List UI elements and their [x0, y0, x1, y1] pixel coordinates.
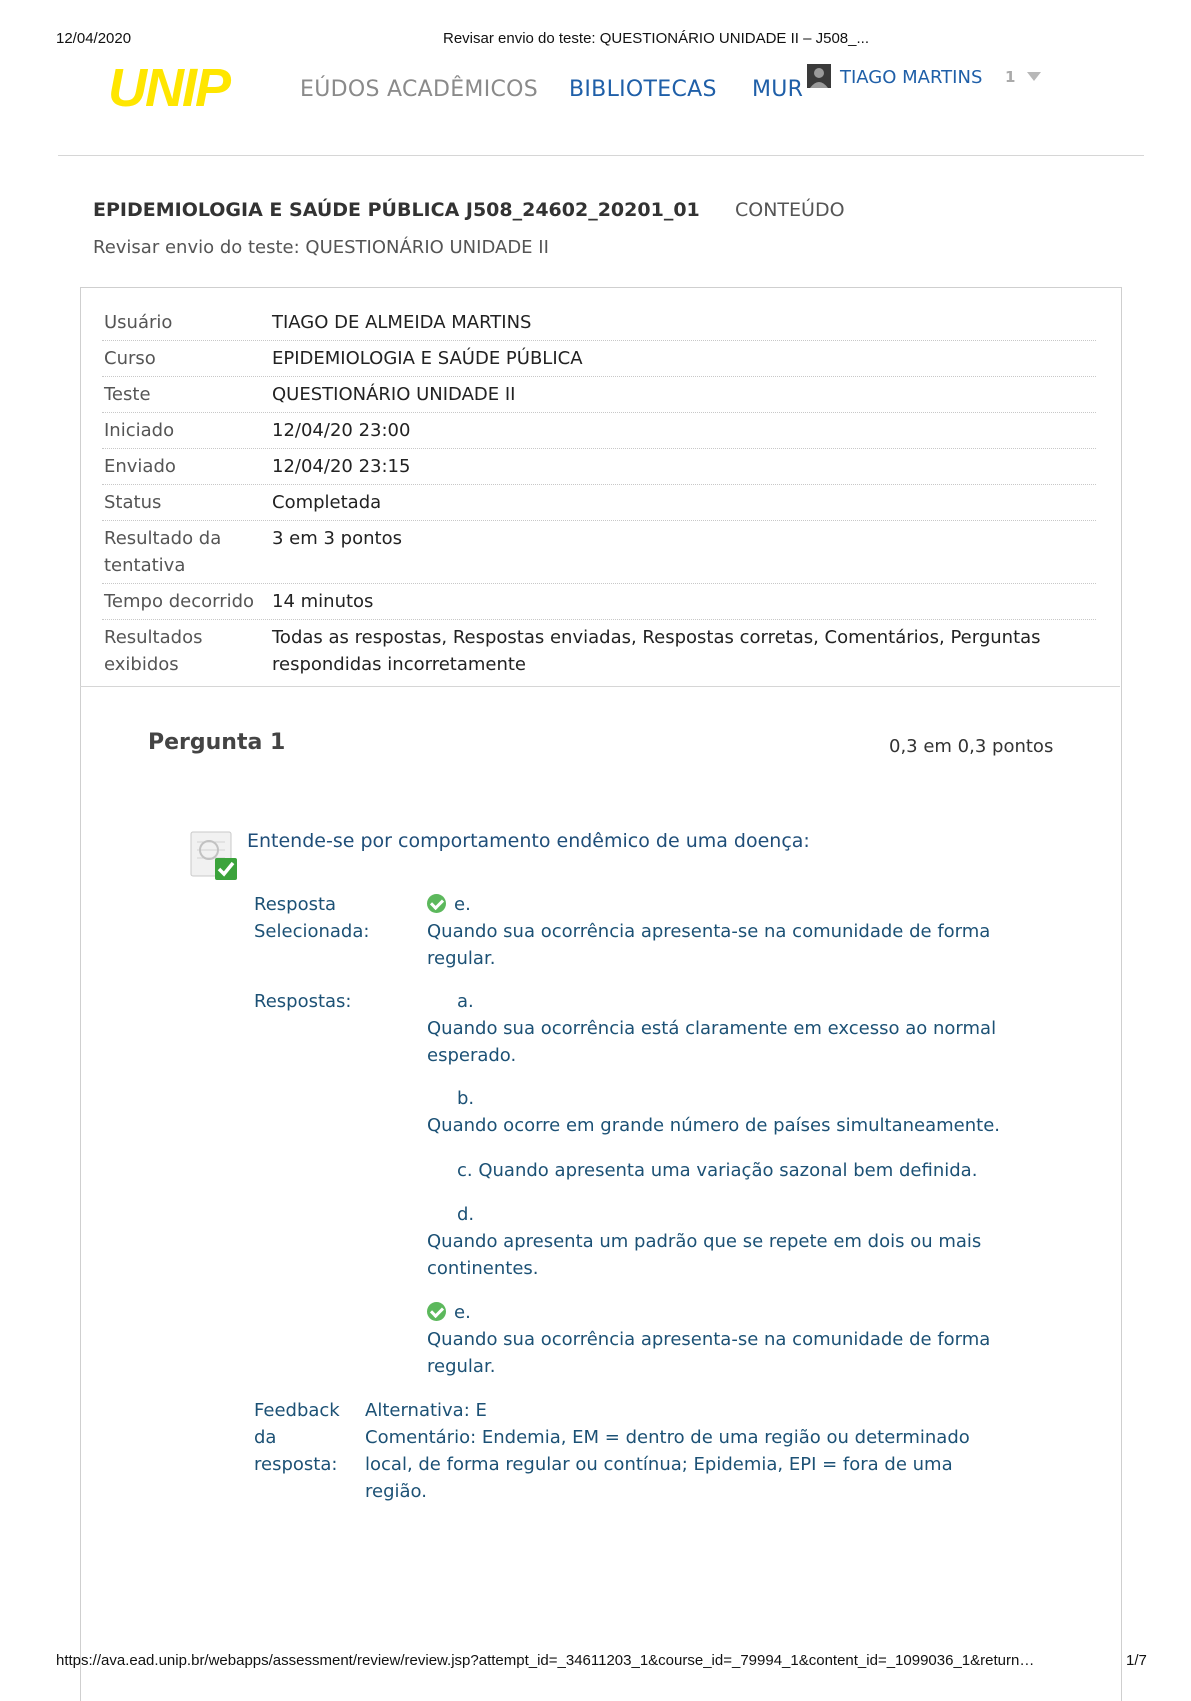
answer-letter: d.	[457, 1204, 475, 1225]
info-divider	[80, 686, 1120, 687]
info-value: EPIDEMIOLOGIA E SAÚDE PÚBLICA	[272, 348, 583, 369]
info-label: Resultados exibidos	[104, 627, 203, 675]
answer-option-c	[457, 1157, 1037, 1184]
selected-answer-letter: e.	[454, 894, 471, 915]
info-value: 14 minutos	[272, 591, 374, 612]
info-row-curso	[102, 341, 1096, 377]
answer-letter: c.	[457, 1160, 473, 1181]
info-row-resultado	[102, 521, 1096, 584]
unip-logo[interactable]	[106, 66, 306, 112]
attempt-info-table	[102, 305, 1096, 682]
breadcrumb: Revisar envio do teste: QUESTIONÁRIO UNIDADE II	[93, 237, 549, 258]
answer-letter: e.	[454, 1302, 471, 1323]
info-row-usuario	[102, 305, 1096, 341]
print-title: Revisar envio do teste: QUESTIONÁRIO UNIDADE II – J508_...	[443, 30, 869, 47]
unip-logo-mark	[106, 66, 306, 112]
answer-text: Quando sua ocorrência apresenta-se na comunidade de forma regular.	[427, 1329, 991, 1377]
info-value: 12/04/20 23:00	[272, 420, 411, 441]
check-circle-icon	[427, 1302, 446, 1321]
avatar[interactable]	[807, 64, 831, 88]
course-title: EPIDEMIOLOGIA E SAÚDE PÚBLICA J508_24602_20201_01	[93, 199, 700, 221]
answer-text: Quando ocorre em grande número de países simultaneamente.	[427, 1115, 1000, 1136]
answer-option-a	[427, 988, 1027, 1069]
notification-badge[interactable]: 1	[1005, 68, 1016, 86]
info-label: Status	[104, 492, 162, 513]
question-title: Pergunta 1	[148, 730, 286, 755]
selected-answer	[427, 891, 1027, 972]
user-avatar-icon	[807, 64, 831, 88]
feedback	[365, 1397, 1005, 1505]
answer-letter: a.	[457, 991, 474, 1012]
footer-page-number: 1/7	[1126, 1652, 1147, 1669]
selected-answer-label: Resposta Selecionada:	[254, 894, 370, 942]
nav-conteudos[interactable]	[300, 77, 538, 102]
nav-conteudos-label: EÚDOS ACADÊMICOS	[300, 77, 539, 102]
info-row-teste	[102, 377, 1096, 413]
header-divider	[58, 155, 1144, 156]
feedback-alternative: Alternativa: E	[365, 1400, 487, 1421]
answer-text: Quando apresenta uma variação sazonal bem definida.	[478, 1160, 978, 1181]
selected-answer-text: Quando sua ocorrência apresenta-se na comunidade de forma regular.	[427, 921, 991, 969]
info-label: Resultado da tentativa	[104, 528, 222, 576]
info-label: Iniciado	[104, 420, 175, 441]
info-label: Tempo decorrido	[104, 591, 255, 612]
answers-label: Respostas:	[254, 991, 352, 1012]
info-row-tempo	[102, 584, 1096, 620]
unip-logo-text: UNIP	[108, 66, 230, 112]
answer-option-e	[427, 1299, 1027, 1380]
info-label: Teste	[104, 384, 151, 405]
chevron-down-icon[interactable]	[1027, 72, 1041, 81]
info-value: TIAGO DE ALMEIDA MARTINS	[272, 312, 532, 333]
print-date: 12/04/2020	[56, 30, 132, 47]
info-row-iniciado	[102, 413, 1096, 449]
answer-text: Quando sua ocorrência está claramente em excesso ao normal esperado.	[427, 1018, 997, 1066]
info-row-resultados-exibidos	[102, 620, 1096, 682]
question-text: Entende-se por comportamento endêmico de uma doença:	[247, 830, 810, 852]
feedback-label: Feedback da resposta:	[254, 1400, 340, 1475]
info-value: Completada	[272, 492, 382, 513]
info-label: Enviado	[104, 456, 176, 477]
answer-letter: b.	[457, 1088, 475, 1109]
nav-bibliotecas[interactable]: BIBLIOTECAS	[569, 77, 717, 102]
info-row-enviado	[102, 449, 1096, 485]
info-label: Usuário	[104, 312, 173, 333]
nav-mural[interactable]: MUR	[752, 77, 804, 102]
feedback-comment: Comentário: Endemia, EM = dentro de uma região ou determinado local, de forma regular ou contínua; Epidemia, EPI = fora de uma região.	[365, 1427, 970, 1502]
info-value: QUESTIONÁRIO UNIDADE II	[272, 384, 516, 405]
answer-option-b	[427, 1085, 1027, 1139]
question-points: 0,3 em 0,3 pontos	[889, 736, 1054, 757]
info-row-status	[102, 485, 1096, 521]
user-name-link[interactable]: TIAGO MARTINS	[840, 67, 983, 88]
answer-option-d	[427, 1201, 1027, 1282]
answer-text: Quando apresenta um padrão que se repete em dois ou mais continentes.	[427, 1231, 982, 1279]
info-value: 12/04/20 23:15	[272, 456, 411, 477]
footer-url: https://ava.ead.unip.br/webapps/assessment/review/review.jsp?attempt_id=_34611203_1&course_id=_79994_1&content_id=_1099036_1&return…	[56, 1652, 1035, 1669]
check-circle-icon	[427, 894, 446, 913]
info-label: Curso	[104, 348, 156, 369]
info-value: Todas as respostas, Respostas enviadas, Respostas corretas, Comentários, Perguntas respondidas incorretamente	[272, 627, 1041, 675]
correct-question-icon	[189, 828, 243, 882]
info-value: 3 em 3 pontos	[272, 528, 402, 549]
content-link[interactable]: CONTEÚDO	[735, 199, 845, 221]
